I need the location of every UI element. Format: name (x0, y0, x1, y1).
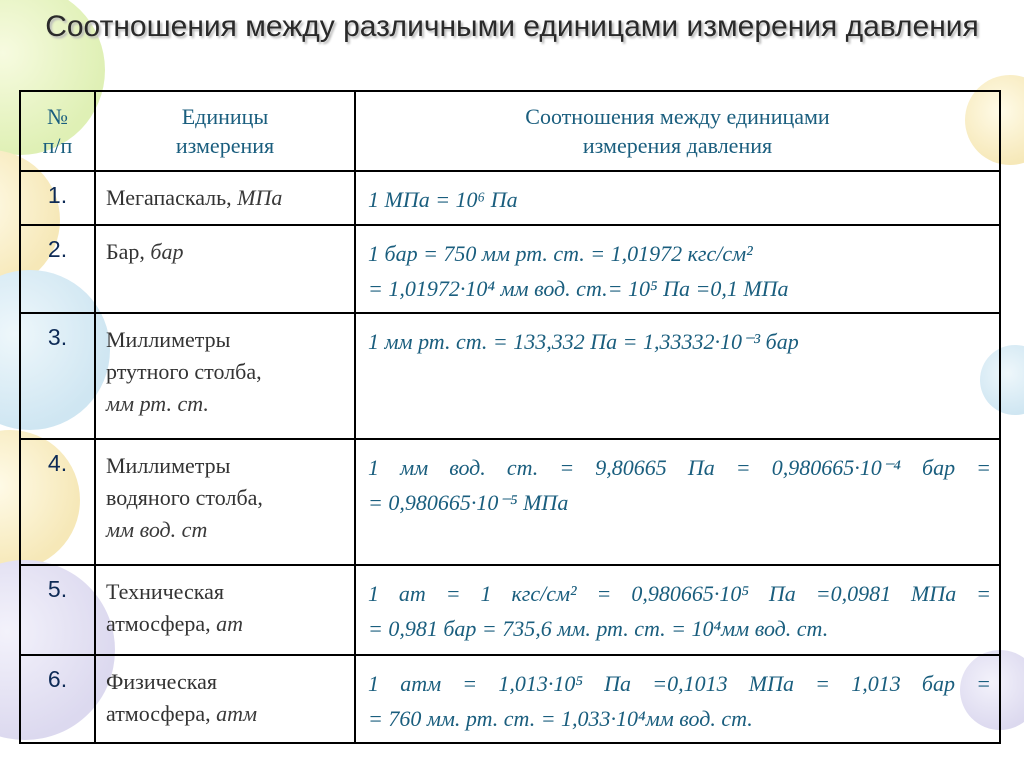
relation-line: 1 ат = 1 кгс/см² = 0,980665·10⁵ Па =0,0981 МПа = (368, 581, 991, 606)
relation-line: = 1,01972·10⁴ мм вод. ст.= 10⁵ Па =0,1 МПа (368, 276, 789, 301)
unit-cell (95, 655, 355, 743)
relation-line: 1 атм = 1,013·10⁵ Па =0,1013 МПа = 1,013 бар = (368, 671, 991, 696)
table-row (20, 439, 1000, 565)
unit-abbr: мм вод. ст (106, 517, 208, 542)
row-num: 3. (20, 313, 95, 439)
header-rel-line1: Соотношения между единицами (525, 104, 830, 129)
unit-cell (95, 565, 355, 655)
row-num: 5. (20, 565, 95, 655)
unit-name-line1: Техническая (106, 579, 225, 604)
unit-abbr: бар (150, 239, 184, 264)
relation-cell (355, 313, 1000, 439)
header-num-line1: № (47, 104, 68, 129)
relation-cell (355, 171, 1000, 225)
row-num: 2. (20, 225, 95, 313)
unit-abbr: ат (216, 611, 243, 636)
header-rel-line2: измерения давления (582, 133, 773, 158)
relation-cell (355, 655, 1000, 743)
unit-abbr: мм рт. ст. (106, 391, 209, 416)
unit-name-line1: Миллиметры (106, 327, 231, 352)
unit-abbr: МПа (237, 185, 283, 210)
unit-name-line2: ртутного столба, (106, 359, 262, 384)
page-title: Соотношения между различными единицами измерения давления (45, 10, 979, 43)
header-num (20, 91, 95, 171)
unit-name-line2: атмосфера, (106, 701, 217, 726)
relation-line: = 0,981 бар = 735,6 мм. рт. ст. = 10⁴мм вод. ст. (368, 616, 829, 641)
unit-cell (95, 439, 355, 565)
table-row (20, 313, 1000, 439)
unit-name: Бар, (106, 239, 151, 264)
relation-cell (355, 565, 1000, 655)
table-row (20, 565, 1000, 655)
header-units-line2: измерения (175, 133, 275, 158)
unit-name-line1: Физическая (106, 669, 217, 694)
table-row (20, 655, 1000, 743)
relation-cell (355, 225, 1000, 313)
header-relations (355, 91, 1000, 171)
unit-name: Мегапаскаль, (106, 185, 238, 210)
row-num: 6. (20, 655, 95, 743)
relation-cell (355, 439, 1000, 565)
table-row (20, 171, 1000, 225)
relation-line: = 760 мм. рт. ст. = 1,033·10⁴мм вод. ст. (368, 706, 753, 731)
unit-abbr: атм (216, 701, 258, 726)
row-num: 1. (20, 171, 95, 225)
unit-name-line1: Миллиметры (106, 453, 231, 478)
header-num-line2: п/п (42, 133, 73, 158)
relation-line: 1 мм рт. ст. = 133,332 Па = 1,33332·10⁻³ бар (368, 329, 799, 354)
relation-line: 1 бар = 750 мм рт. ст. = 1,01972 кгс/см² (368, 241, 753, 266)
relation-line: = 0,980665·10⁻⁵ МПа (368, 490, 569, 515)
unit-name-line2: атмосфера, (106, 611, 217, 636)
unit-cell (95, 313, 355, 439)
table-row (20, 225, 1000, 313)
unit-cell (95, 225, 355, 313)
pressure-units-table (19, 90, 1001, 744)
header-units-line1: Единицы (181, 104, 269, 129)
unit-name-line2: водяного столба, (106, 485, 263, 510)
unit-cell (95, 171, 355, 225)
relation-line: 1 МПа = 10⁶ Па (368, 187, 518, 212)
relation-line: 1 мм вод. ст. = 9,80665 Па = 0,980665·10⁻⁴ бар = (368, 455, 991, 480)
header-units (95, 91, 355, 171)
row-num: 4. (20, 439, 95, 565)
table-header-row (20, 91, 1000, 171)
